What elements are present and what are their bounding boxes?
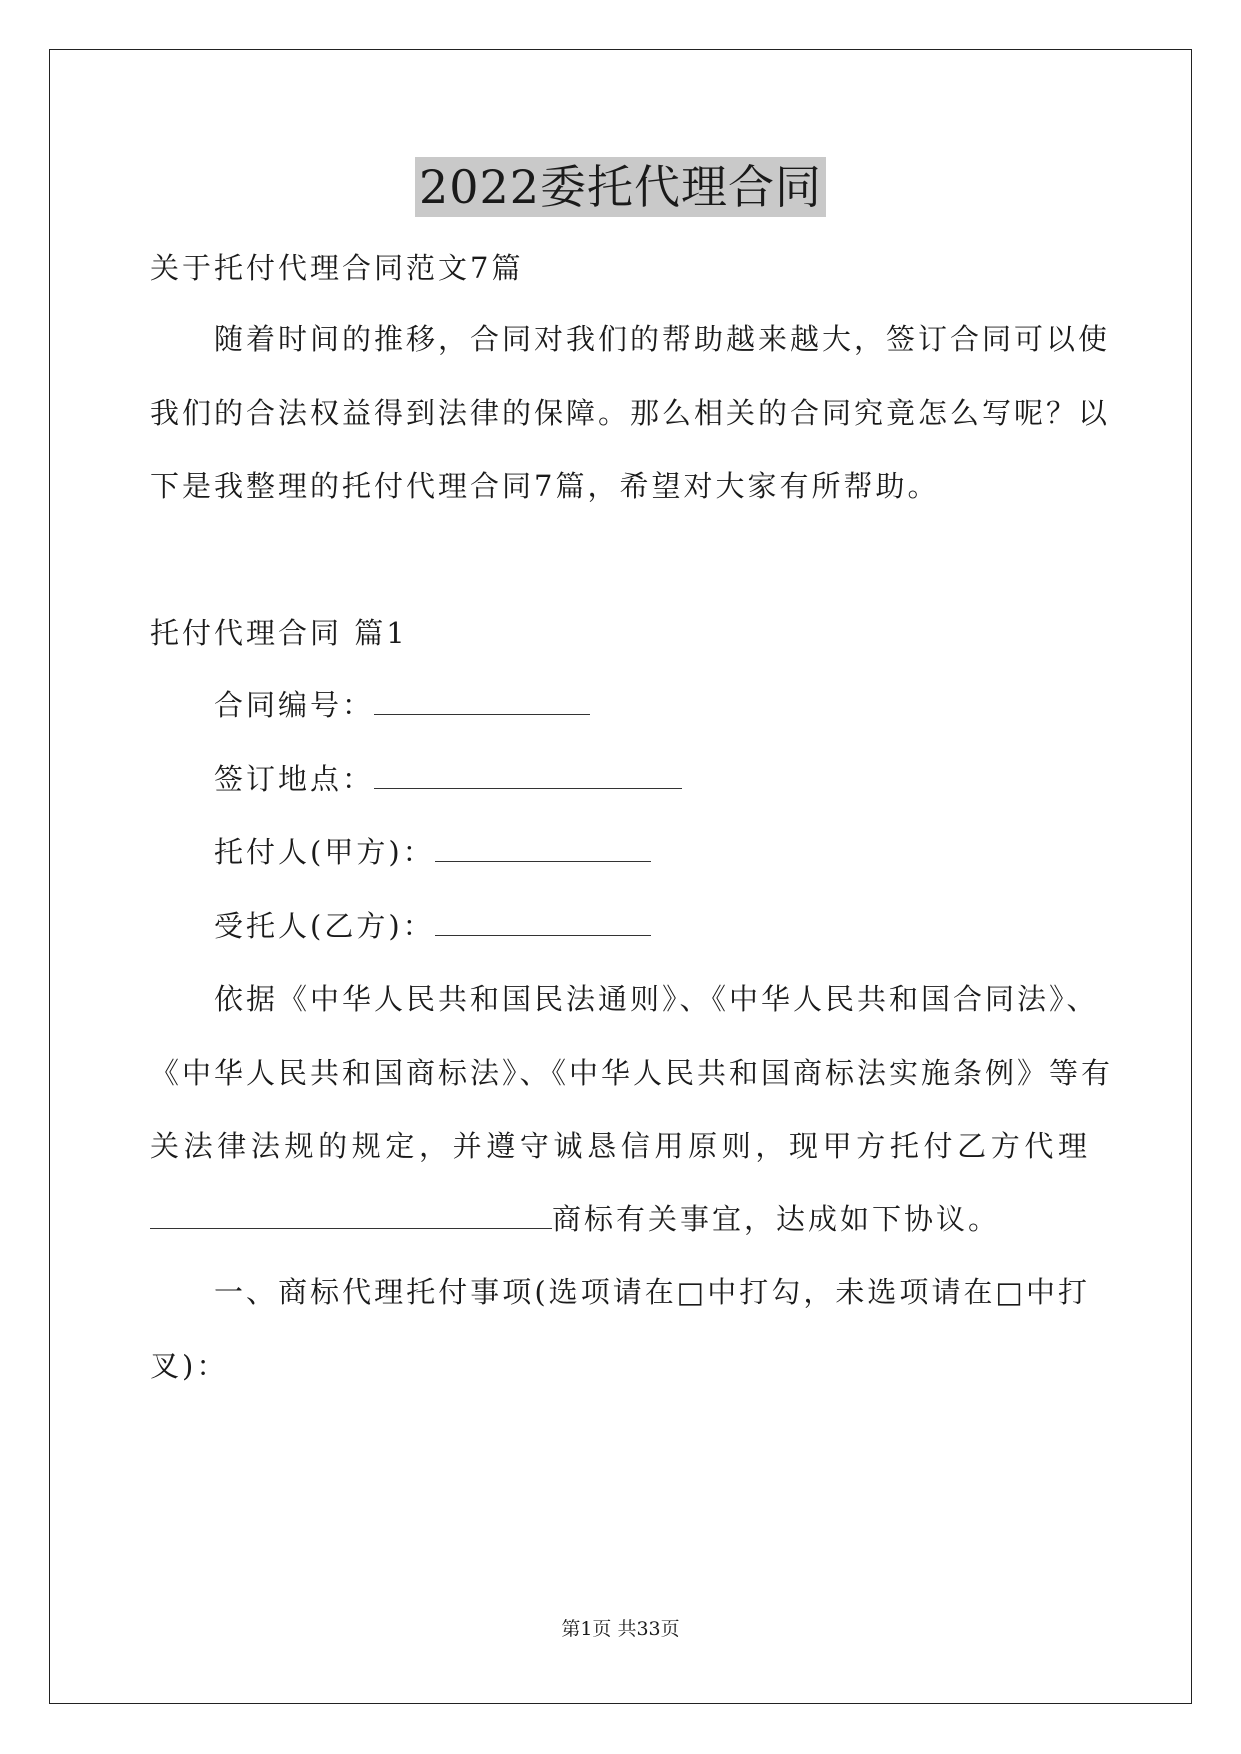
basis-tail: 商标有关事宜，达成如下协议。	[552, 1202, 1001, 1236]
section-heading: 托付代理合同 篇1	[150, 616, 408, 650]
document-subtitle: 关于托付代理合同范文7篇	[150, 251, 524, 285]
field-label: 签订地点：	[214, 762, 375, 796]
blank-line	[435, 907, 651, 936]
field-contract-number	[214, 685, 590, 725]
basis-line-2: 《中华人民共和国商标法》、《中华人民共和国商标法实施条例》等有	[150, 1056, 1114, 1090]
basis-line-1: 依据《中华人民共和国民法通则》、《中华人民共和国合同法》、	[214, 982, 1099, 1016]
blank-line	[374, 760, 682, 789]
page-border	[49, 49, 1192, 1704]
field-agent	[214, 906, 651, 946]
intro-line-3: 下是我整理的托付代理合同7篇，希望对大家有所帮助。	[150, 469, 940, 503]
blank-line	[374, 686, 590, 715]
field-label: 合同编号：	[214, 688, 375, 722]
blank-line	[150, 1200, 552, 1229]
field-label: 托付人(甲方)：	[214, 835, 435, 869]
intro-line-2: 我们的合法权益得到法律的保障。那么相关的合同究竟怎么写呢？以	[150, 396, 1111, 430]
document-title: 2022委托代理合同	[415, 157, 826, 217]
basis-line-3: 关法律法规的规定，并遵守诚恳信用原则，现甲方托付乙方代理	[150, 1129, 1090, 1163]
item-one-line-2: 叉)：	[150, 1349, 229, 1383]
field-signing-place	[214, 759, 682, 799]
intro-line-1: 随着时间的推移，合同对我们的帮助越来越大，签订合同可以使	[214, 322, 1111, 356]
field-label: 受托人(乙方)：	[214, 909, 435, 943]
item-one-line-1: 一、商标代理托付事项(选项请在□中打勾，未选项请在□中打	[214, 1275, 1090, 1309]
basis-line-4	[150, 1199, 1000, 1239]
blank-line	[435, 833, 651, 862]
field-principal	[214, 832, 651, 872]
page-footer: 第1页 共33页	[561, 1618, 680, 1640]
